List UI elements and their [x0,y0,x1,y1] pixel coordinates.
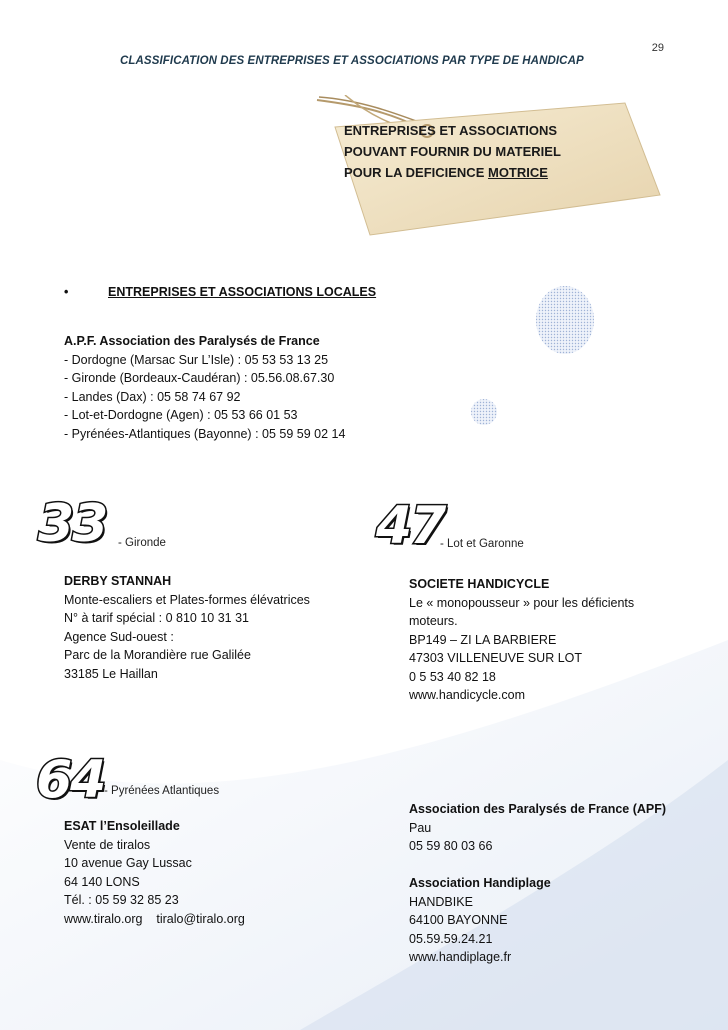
company-website[interactable]: www.handiplage.fr [409,950,512,964]
company-line: 10 avenue Gay Lussac [64,856,192,870]
dept-label-47: - Lot et Garonne [440,538,524,550]
company-website[interactable]: www.handicycle.com [409,688,526,702]
company-title: ESAT l’Ensoleillade [64,819,180,833]
company-line: Pau [409,820,432,835]
tag-line-3 [344,162,561,183]
company-line: 0 5 53 40 82 18 [409,669,496,684]
tag-line-3-prefix: POUR LA DEFICIENCE [344,165,488,180]
company-line: moteurs. [409,614,458,628]
apf-title: A.P.F. Association des Paralysés de France [64,334,320,348]
page-header: CLASSIFICATION DES ENTREPRISES ET ASSOCIATIONS PAR TYPE DE HANDICAP [120,55,584,67]
company-line: Le « monopousseur » pour les déficients [409,595,635,610]
decorative-dot-circle-small [470,398,498,426]
dept-number-64: 64 [36,750,105,810]
company-line: 47303 VILLENEUVE SUR LOT [409,651,582,665]
dept-number-47: 47 [376,496,445,556]
derby-stannah-block [64,572,310,683]
apf-line: - Dordogne (Marsac Sur L’Isle) : 05 53 53 13 25 [64,352,329,367]
section-title-label: ENTREPRISES ET ASSOCIATIONS LOCALES [108,285,377,299]
dept-number-33: 33 [38,494,107,554]
company-line: Tél. : 05 59 32 85 23 [64,893,179,907]
company-line: Agence Sud-ouest : [64,629,174,644]
apf-line: - Landes (Dax) : 05 58 74 67 92 [64,389,241,404]
company-line: BP149 – ZI LA BARBIERE [409,632,557,647]
bullet: • [64,285,69,299]
tag-line-3-underlined: MOTRICE [487,165,548,180]
apf-line: - Lot-et-Dordogne (Agen) : 05 53 66 01 53 [64,408,298,422]
page-number: 29 [651,42,664,54]
decorative-dot-circle [535,285,595,355]
spacer [409,856,666,875]
apf-line: - Pyrénées-Atlantiques (Bayonne) : 05 59 59 02 14 [64,426,346,441]
company-title: DERBY STANNAH [64,574,172,588]
company-line: 05 59 80 03 66 [409,839,493,853]
apf-line: - Gironde (Bordeaux-Caudéran) : 05.56.08.67.30 [64,371,335,385]
company-web-email[interactable]: www.tiralo.org tiralo@tiralo.org [64,911,245,926]
dept-label-33: - Gironde [118,537,166,549]
tag-line-1: ENTREPRISES ET ASSOCIATIONS [344,123,558,138]
company-line: HANDBIKE [409,894,473,909]
company-title: Association des Paralysés de France (APF) [409,802,667,816]
company-line: N° à tarif spécial : 0 810 10 31 31 [64,611,249,625]
handicycle-block [409,575,634,705]
apf-pau-handiplage-block [409,800,666,967]
apf-block [64,332,345,443]
tag-line-2: POUVANT FOURNIR DU MATERIEL [344,144,561,159]
company-title: SOCIETE HANDICYCLE [409,577,550,591]
company-line: 64 140 LONS [64,874,140,889]
company-line: 33185 Le Haillan [64,666,158,681]
tag-text [344,120,561,183]
company-line: Parc de la Morandière rue Galilée [64,648,251,662]
company-line: Monte-escaliers et Plates-formes élévatrices [64,592,310,607]
esat-block [64,817,245,928]
section-title [64,285,376,299]
company-line: 64100 BAYONNE [409,913,508,927]
dept-label-64: - Pyrénées Atlantiques [104,785,220,797]
company-line: Vente de tiralos [64,837,151,852]
company-title: Association Handiplage [409,876,551,890]
company-line: 05.59.59.24.21 [409,931,493,946]
